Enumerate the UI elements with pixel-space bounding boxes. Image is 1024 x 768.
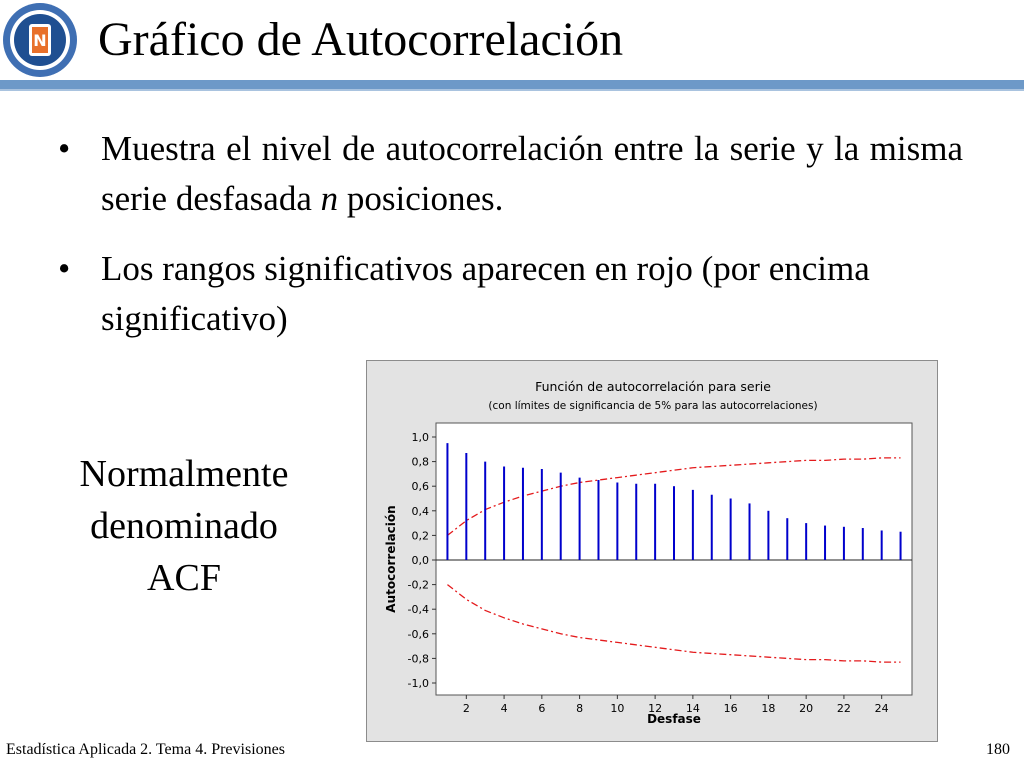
y-tick-label: -0,4 [407,603,429,617]
bullet-2 [58,244,968,344]
y-tick-label: -0,2 [407,578,429,592]
side-note-line-2: denominado [90,505,278,547]
x-tick-label: 2 [462,702,470,715]
y-tick-label: 0,0 [411,554,429,567]
x-tick-label: 6 [538,702,546,715]
y-tick-label: 0,6 [411,480,429,494]
chart-subtitle: (con límites de significancia de 5% para las autocorrelaciones) [488,400,818,412]
logo-letter: N [33,31,47,50]
y-tick-label: 1,0 [411,431,429,444]
bullet-1 [58,124,968,224]
university-logo [2,2,78,78]
y-tick-label: -0,8 [407,652,429,666]
x-tick-label: 12 [648,702,663,715]
slide-title: Gráfico de Autocorrelación [98,13,624,66]
chart-title: Función de autocorrelación para serie [535,379,771,394]
x-tick-label: 16 [723,702,738,715]
x-tick-label: 10 [610,702,625,715]
y-tick-label: -1,0 [407,677,429,690]
title-divider [0,80,1024,89]
footer-page-number: 180 [986,741,1010,758]
x-tick-label: 8 [576,702,584,715]
bullet-1-text: Muestra el nivel de autocorrelación entre la serie y la misma serie desfasada n posiciones. [101,129,963,218]
y-axis-label: Autocorrelación [384,505,398,613]
bullet-1-italic: n [320,179,339,218]
bullet-2-text: Los rangos significativos aparecen en rojo (por encima significativo) [101,249,870,338]
y-tick-label: -0,6 [407,627,429,641]
side-note [50,448,318,604]
x-tick-label: 18 [761,702,776,715]
y-tick-label: 0,2 [411,529,429,543]
y-tick-label: 0,4 [411,504,429,518]
acf-chart-svg [367,361,939,743]
bullet-dot: • [58,249,71,288]
y-tick-label: 0,8 [411,455,429,469]
side-note-line-1: Normalmente [79,453,289,495]
footer-course: Estadística Aplicada 2. Tema 4. Previsiones [6,741,285,758]
title-divider-shadow [0,89,1024,91]
x-tick-label: 4 [500,702,508,715]
acf-chart [366,360,938,742]
x-tick-label: 24 [874,702,889,715]
bullet-dot: • [58,129,71,168]
x-tick-label: 22 [836,702,851,715]
side-note-line-3: ACF [147,557,221,599]
x-axis-label: Desfase [647,712,701,726]
x-tick-label: 20 [799,702,814,715]
x-tick-label: 14 [685,702,700,715]
